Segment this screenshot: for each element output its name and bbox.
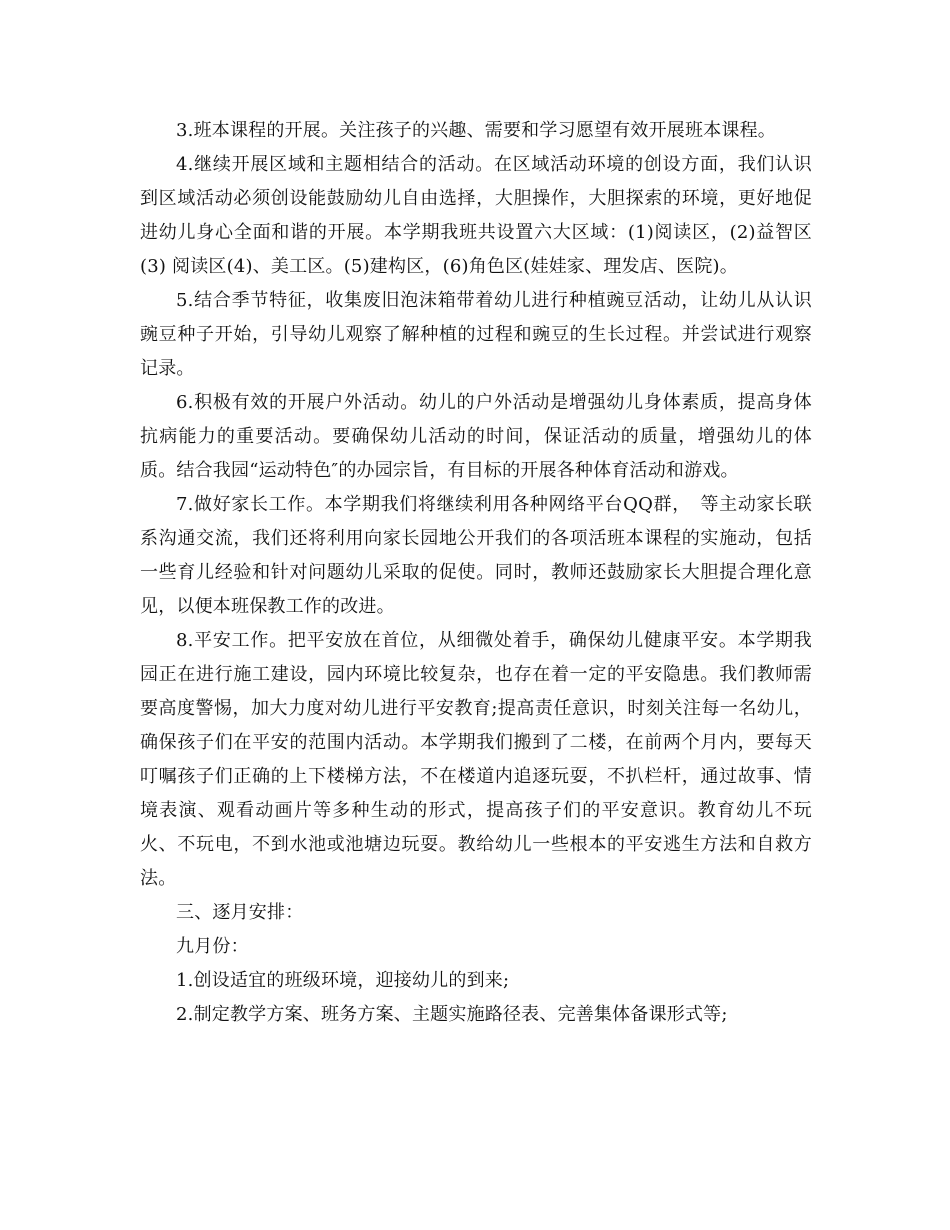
paragraph-item-8: 8.平安工作。把平安放在首位，从细微处着手，确保幼儿健康平安。本学期我园正在进行施工建设，园内环境比较复杂，也存在着一定的平安隐患。我们教师需要高度警惕，加大力度对幼儿进行平安教育;提高责任意识，时刻关注每一名幼儿，确保孩子们在平安的范围内活动。本学期我们搬到了二楼，在前两个月内，要每天叮嘱孩子们正确的上下楼梯方法，不在楼道内追逐玩耍，不扒栏杆，通过故事、情境表演、观看动画片等多种生动的形式，提高孩子们的平安意识。教育幼儿不玩火、不玩电，不到水池或池塘边玩耍。教给幼儿一些根本的平安逃生方法和自救方法。: [140, 630, 812, 889]
paragraph-item-3: 3.班本课程的开展。关注孩子的兴趣、需要和学习愿望有效开展班本课程。: [176, 120, 776, 141]
september-item-2: 2.制定教学方案、班务方案、主题实施路径表、完善集体备课形式等;: [176, 1004, 728, 1025]
paragraph-item-7: 7.做好家长工作。本学期我们将继续利用各种网络平台QQ群， 等主动家长联系沟通交流，我们还将利用向家长园地公开我们的各项活班本课程的实施动，包括一些育儿经验和针对问题幼儿采取的促使。同时，教师还鼓励家长大胆提合理化意见，以便本班保教工作的改进。: [140, 494, 812, 617]
september-item-1: 1.创设适宜的班级环境，迎接幼儿的到来;: [176, 970, 510, 991]
paragraph-item-6: 6.积极有效的开展户外活动。幼儿的户外活动是增强幼儿身体素质，提高身体抗病能力的重要活动。要确保幼儿活动的时间，保证活动的质量，增强幼儿的体质。结合我园“运动特色″的办园宗旨，有目标的开展各种体育活动和游戏。: [140, 392, 812, 481]
section-heading-monthly-plan: 三、逐月安排：: [176, 902, 304, 923]
paragraph-item-4: 4.继续开展区域和主题相结合的活动。在区域活动环境的创设方面，我们认识到区域活动必须创设能鼓励幼儿自由选择，大胆操作，大胆探索的环境，更好地促进幼儿身心全面和谐的开展。本学期我班共设置六大区域：(1)阅读区，(2)益智区(3) 阅读区(4)、美工区。(5)建构区，(6)角色区(娃娃家、理发店、医院)。: [140, 154, 812, 277]
month-heading-september: 九月份：: [176, 936, 249, 957]
document-body: [140, 114, 812, 1032]
paragraph-item-5: 5.结合季节特征，收集废旧泡沫箱带着幼儿进行种植豌豆活动，让幼儿从认识豌豆种子开始，引导幼儿观察了解种植的过程和豌豆的生长过程。并尝试进行观察记录。: [140, 290, 812, 379]
